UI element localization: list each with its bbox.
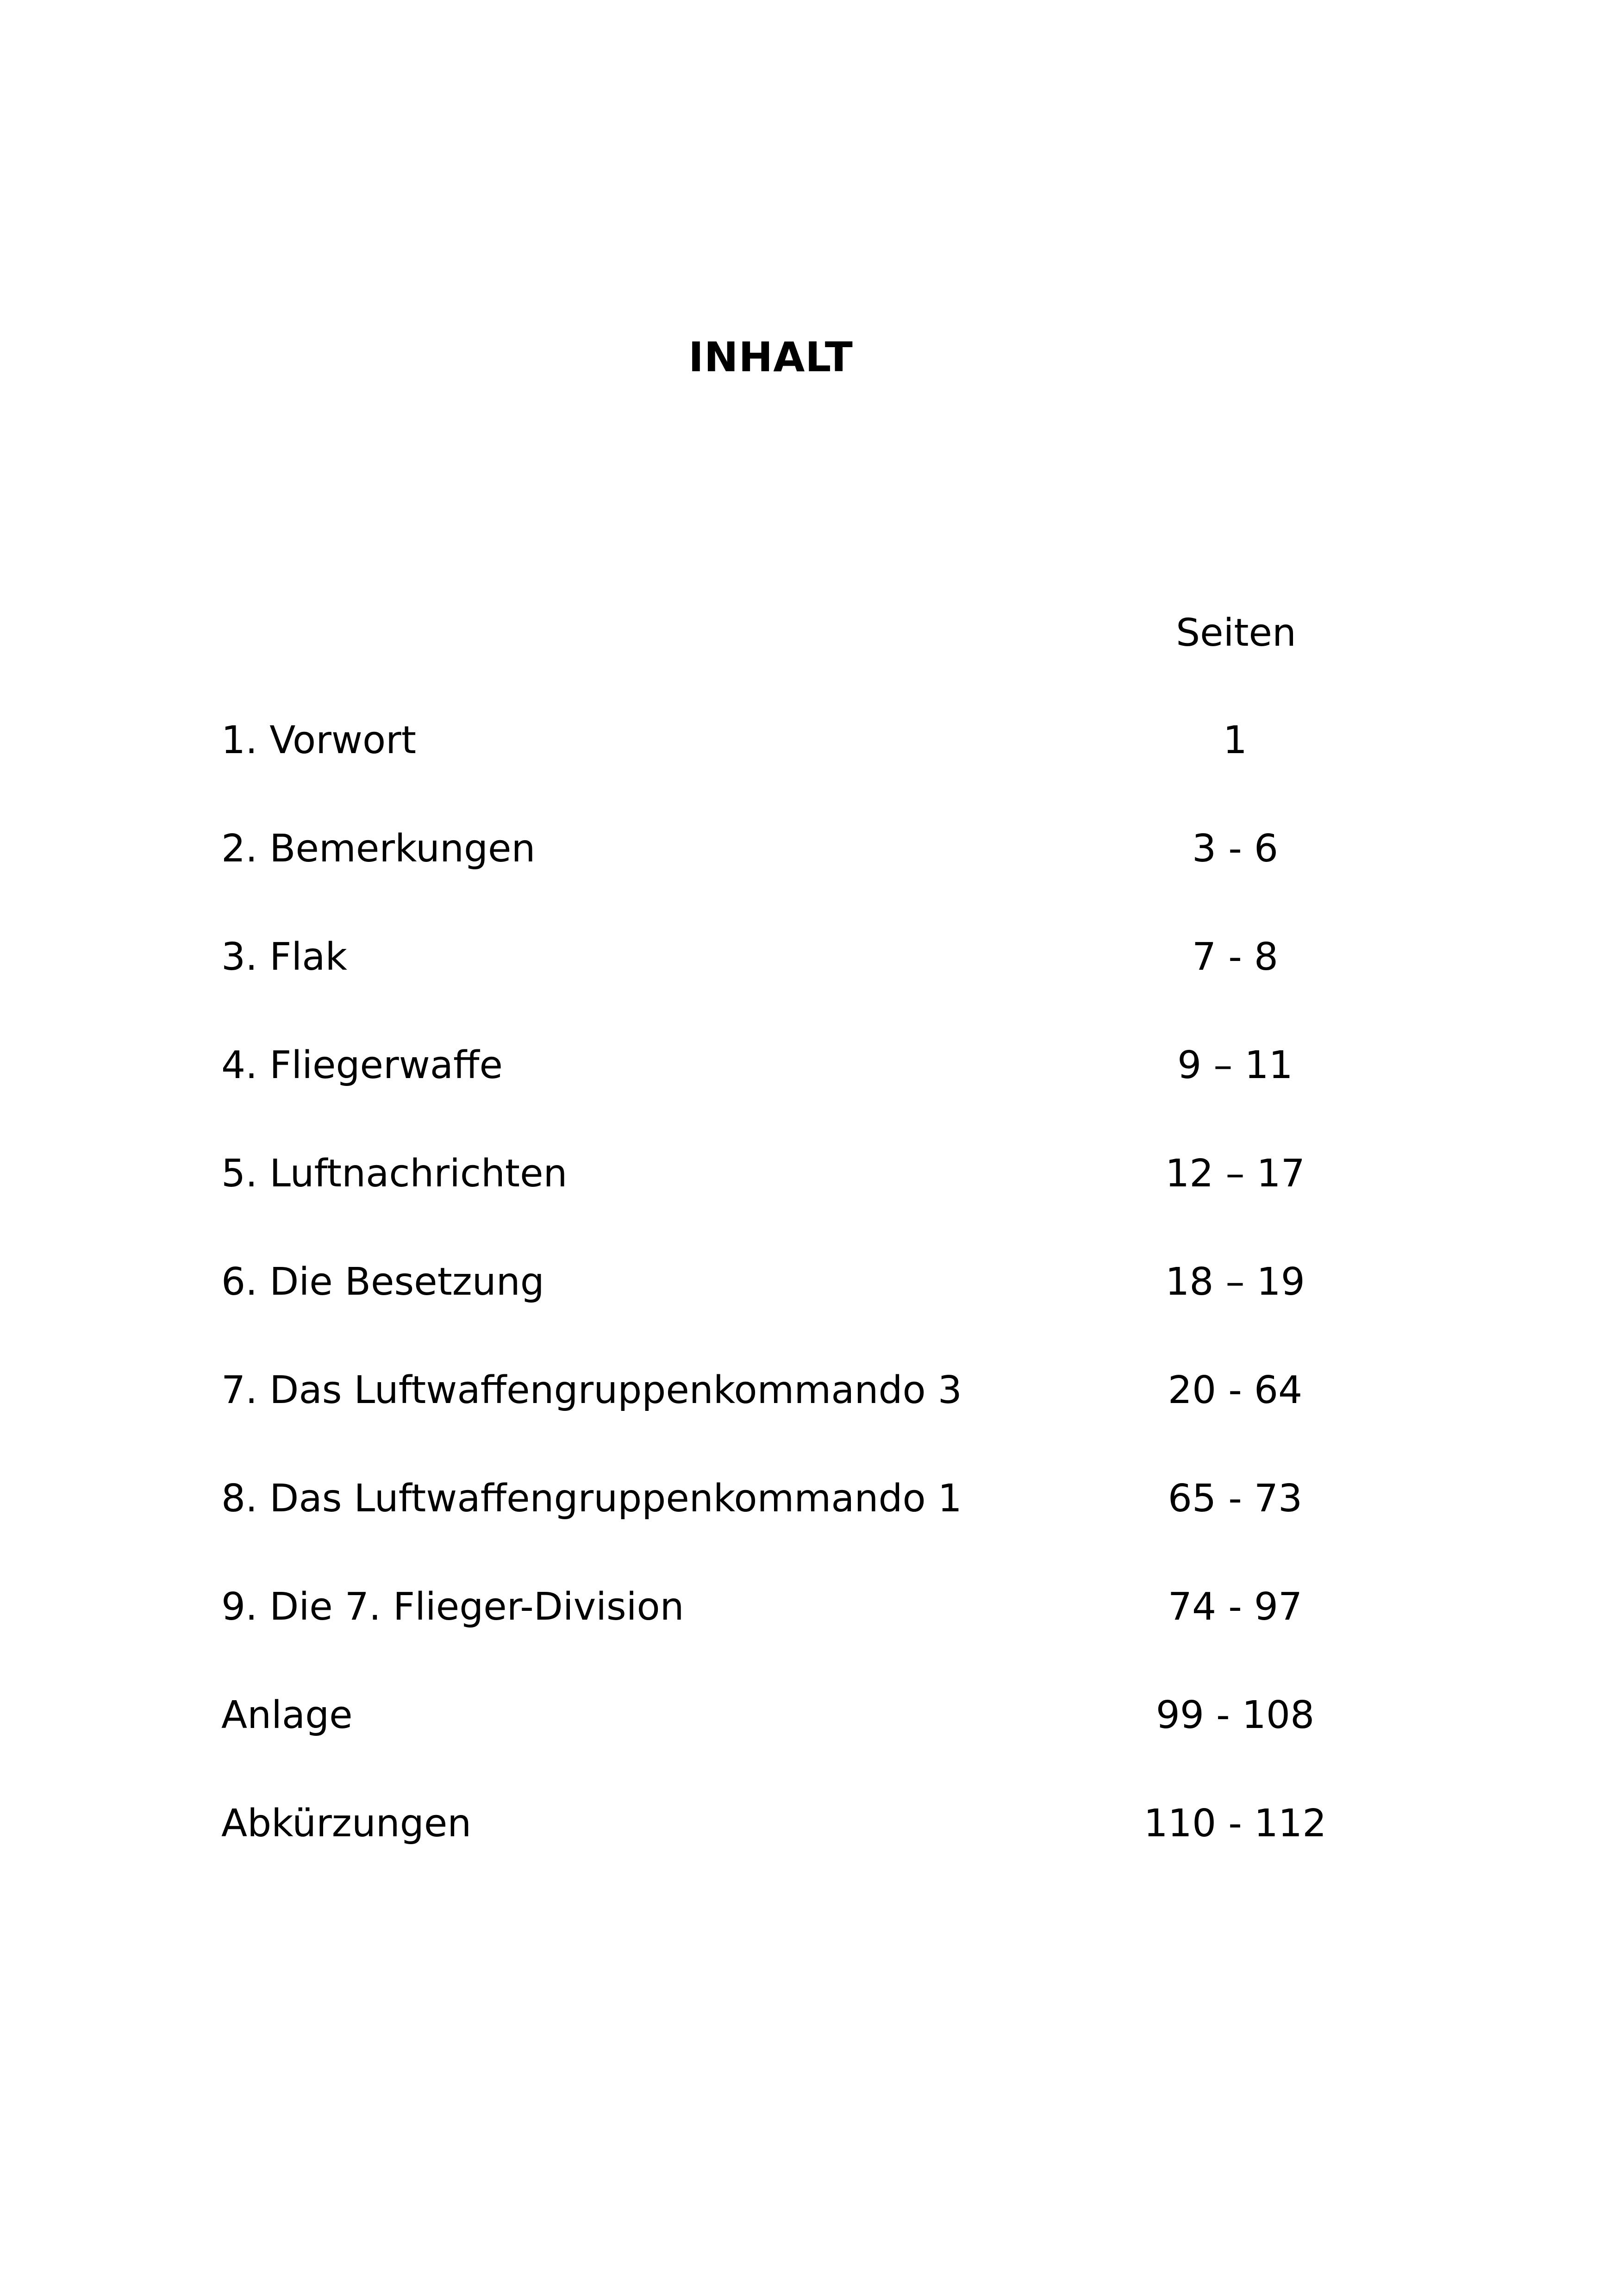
toc-entry-flieger-division	[221, 1582, 1379, 1690]
toc-entry-flak	[221, 932, 1379, 1040]
table-of-contents	[221, 715, 1379, 1907]
toc-entry-label: 5. Luftnachrichten	[221, 1152, 568, 1196]
toc-entry-pages: 3 - 6	[1192, 827, 1279, 871]
toc-entry-label: 4. Fliegerwaffe	[221, 1043, 503, 1087]
toc-entry-pages: 1	[1223, 718, 1248, 762]
toc-entry-abkuerzungen	[221, 1798, 1379, 1907]
toc-entry-pages: 7 - 8	[1192, 935, 1279, 979]
toc-entry-pages: 12 – 17	[1165, 1152, 1305, 1196]
pages-column-header: Seiten	[1176, 611, 1296, 655]
toc-entry-pages: 110 - 112	[1143, 1802, 1327, 1846]
toc-entry-pages: 74 - 97	[1168, 1585, 1303, 1629]
toc-entry-label: 3. Flak	[221, 935, 347, 979]
toc-entry-label: 9. Die 7. Flieger-Division	[221, 1585, 684, 1629]
toc-entry-label: 1. Vorwort	[221, 718, 417, 762]
toc-entry-lwgrkdo-3	[221, 1365, 1379, 1473]
toc-entry-bemerkungen	[221, 823, 1379, 932]
toc-entry-label: 8. Das Luftwaffengruppenkommando 1	[221, 1477, 962, 1521]
toc-entry-label: Anlage	[221, 1693, 353, 1737]
toc-entry-label: 2. Bemerkungen	[221, 827, 536, 871]
page-title: INHALT	[688, 333, 853, 381]
toc-entry-pages: 20 - 64	[1168, 1368, 1303, 1412]
toc-entry-pages: 18 – 19	[1165, 1260, 1305, 1304]
toc-entry-luftnachrichten	[221, 1148, 1379, 1257]
toc-entry-fliegerwaffe	[221, 1040, 1379, 1148]
toc-entry-label: Abkürzungen	[221, 1802, 472, 1846]
toc-entry-besetzung	[221, 1257, 1379, 1365]
toc-entry-anlage	[221, 1690, 1379, 1798]
toc-entry-vorwort	[221, 715, 1379, 823]
toc-entry-label: 6. Die Besetzung	[221, 1260, 544, 1304]
toc-entry-pages: 65 - 73	[1168, 1477, 1303, 1521]
toc-entry-label: 7. Das Luftwaffengruppenkommando 3	[221, 1368, 962, 1412]
toc-entry-pages: 99 - 108	[1156, 1693, 1315, 1737]
toc-entry-pages: 9 – 11	[1177, 1043, 1293, 1087]
toc-entry-lwgrkdo-1	[221, 1473, 1379, 1582]
